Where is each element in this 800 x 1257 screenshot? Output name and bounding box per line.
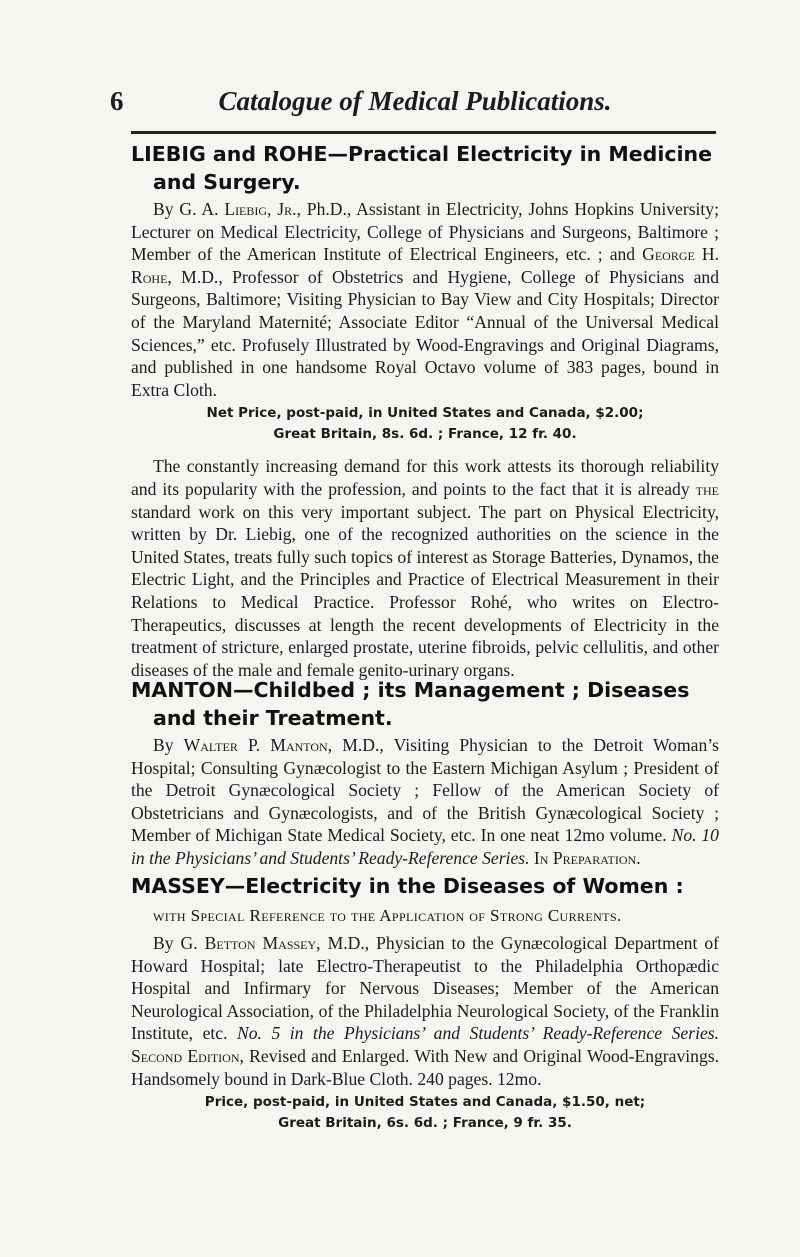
author-credentials: , M.D., Professor of Obstetrics and Hygiene, College of Physicians and Surgeons, Baltimore; Visiting Physician to Bay View and City Hospitals; Director of the Maryland Maternité; Associate Editor “Annual of the Universal Medical Sciences,” etc. Profusely Illustrated by Wood-Engravings and Original Diagrams, and published in one handsome Royal Octavo volume of 383 pages, bound in Extra Cloth.: [131, 266, 719, 400]
by-text: By: [153, 933, 181, 953]
author-credentials: , M.D., Visiting Physician to the Detroit Woman’s Hospital; Consulting Gynæcologist to the Eastern Michigan Asylum ; President of the Detroit Gynæcological Society ; Fellow of the American Society of Obstetricians and Gynæcologists, and of the British Gynæcological Society ; Member of Michigan State Medical Society, etc. In one neat 12mo volume.: [131, 735, 719, 846]
series-name: No. 10 in the Physicians’ and Students’ Ready-Reference Series.: [131, 825, 719, 868]
description-text: standard work on this very important subject. The part on Physical Electricity, written by Dr. Liebig, one of the recognized authorities on the science in the United States, treats fully such topics of interest as Storage Batteries, Dynamos, the Electric Light, and the Principles and Practice of Electrical Measurement in their Relations to Medical Practice. Professor Rohé, who writes on Electro-Therapeutics, discusses at length the recent developments of Electricity in the treatment of stricture, enlarged prostate, uterine fibroids, pelvic cellulitis, and other diseases of the male and female genito-urinary organs.: [131, 501, 719, 680]
author-credentials: , Ph.D., Assistant in Electricity, Johns Hopkins University; Lecturer on Medical Electricity, College of Physicians and Surgeons, Baltimore ; Member of the American Institute of Electrical Engineers, etc. ; and: [131, 199, 719, 265]
book-description: [131, 455, 719, 681]
entry-massey: [131, 872, 719, 1134]
entry-title: LIEBIG and ROHE—Practical Electricity in Medicine and Surgery.: [131, 142, 713, 194]
author-description: [131, 198, 719, 401]
entry-title: MANTON—Childbed ; its Management ; Diseases and their Treatment.: [131, 678, 690, 730]
by-text: By: [153, 735, 184, 755]
spacer: [131, 445, 719, 455]
page-number: 6: [110, 86, 124, 116]
header-rule: [131, 131, 716, 134]
entry-title-main: MASSEY—Electricity in the Diseases of Women :: [131, 874, 684, 898]
author-name: G. A. Liebig, Jr.: [179, 199, 297, 219]
author-name: Walter P. Manton: [183, 735, 328, 755]
entry-title: [131, 872, 719, 930]
by-text: By: [153, 199, 180, 219]
price-line: Great Britain, 6s. 6d. ; France, 9 fr. 35.: [278, 1115, 572, 1132]
running-head: [110, 86, 720, 122]
price-line: Price, post-paid, in United States and Canada, $1.50, net;: [204, 1094, 646, 1111]
price-line: Net Price, post-paid, in United States and Canada, $2.00;: [206, 405, 644, 422]
entry-manton: [131, 676, 719, 870]
author-description: [131, 932, 719, 1090]
author-credentials: , M.D., Physician to the Gynæcological Department of Howard Hospital; late Electro-Therapeutist to the Philadelphia Orthopædic Hospital and Infirmary for Nervous Diseases; Member of the American Neurological Association, of the Philadelphia Neurological Society, of the Franklin Institute, etc.: [131, 933, 719, 1044]
author-name: George H. Rohe: [131, 244, 719, 287]
author-description: [131, 734, 719, 870]
edition-details: , Revised and Enlarged. With New and Original Wood-Engravings. Handsomely bound in Dark-Blue Cloth. 240 pages. 12mo.: [131, 1045, 719, 1089]
series-name: No. 5 in the Physicians’ and Students’ Ready-Reference Series.: [237, 1023, 720, 1044]
entry-subtitle: with Special Reference to the Application of Strong Currents.: [153, 906, 622, 925]
publication-status: In Preparation.: [533, 847, 641, 868]
price-line: Great Britain, 8s. 6d. ; France, 12 fr. 40.: [273, 426, 577, 443]
emphasis-the: the: [695, 478, 719, 499]
description-text: The constantly increasing demand for this work attests its thorough reliability and its popularity with the profession, and points to the fact that it is already: [131, 456, 719, 499]
entry-liebig-rohe: [131, 140, 719, 681]
edition-label: Second Edition: [131, 1045, 240, 1066]
author-name: G. Betton Massey: [180, 933, 317, 953]
running-title: Catalogue of Medical Publications.: [218, 86, 612, 116]
